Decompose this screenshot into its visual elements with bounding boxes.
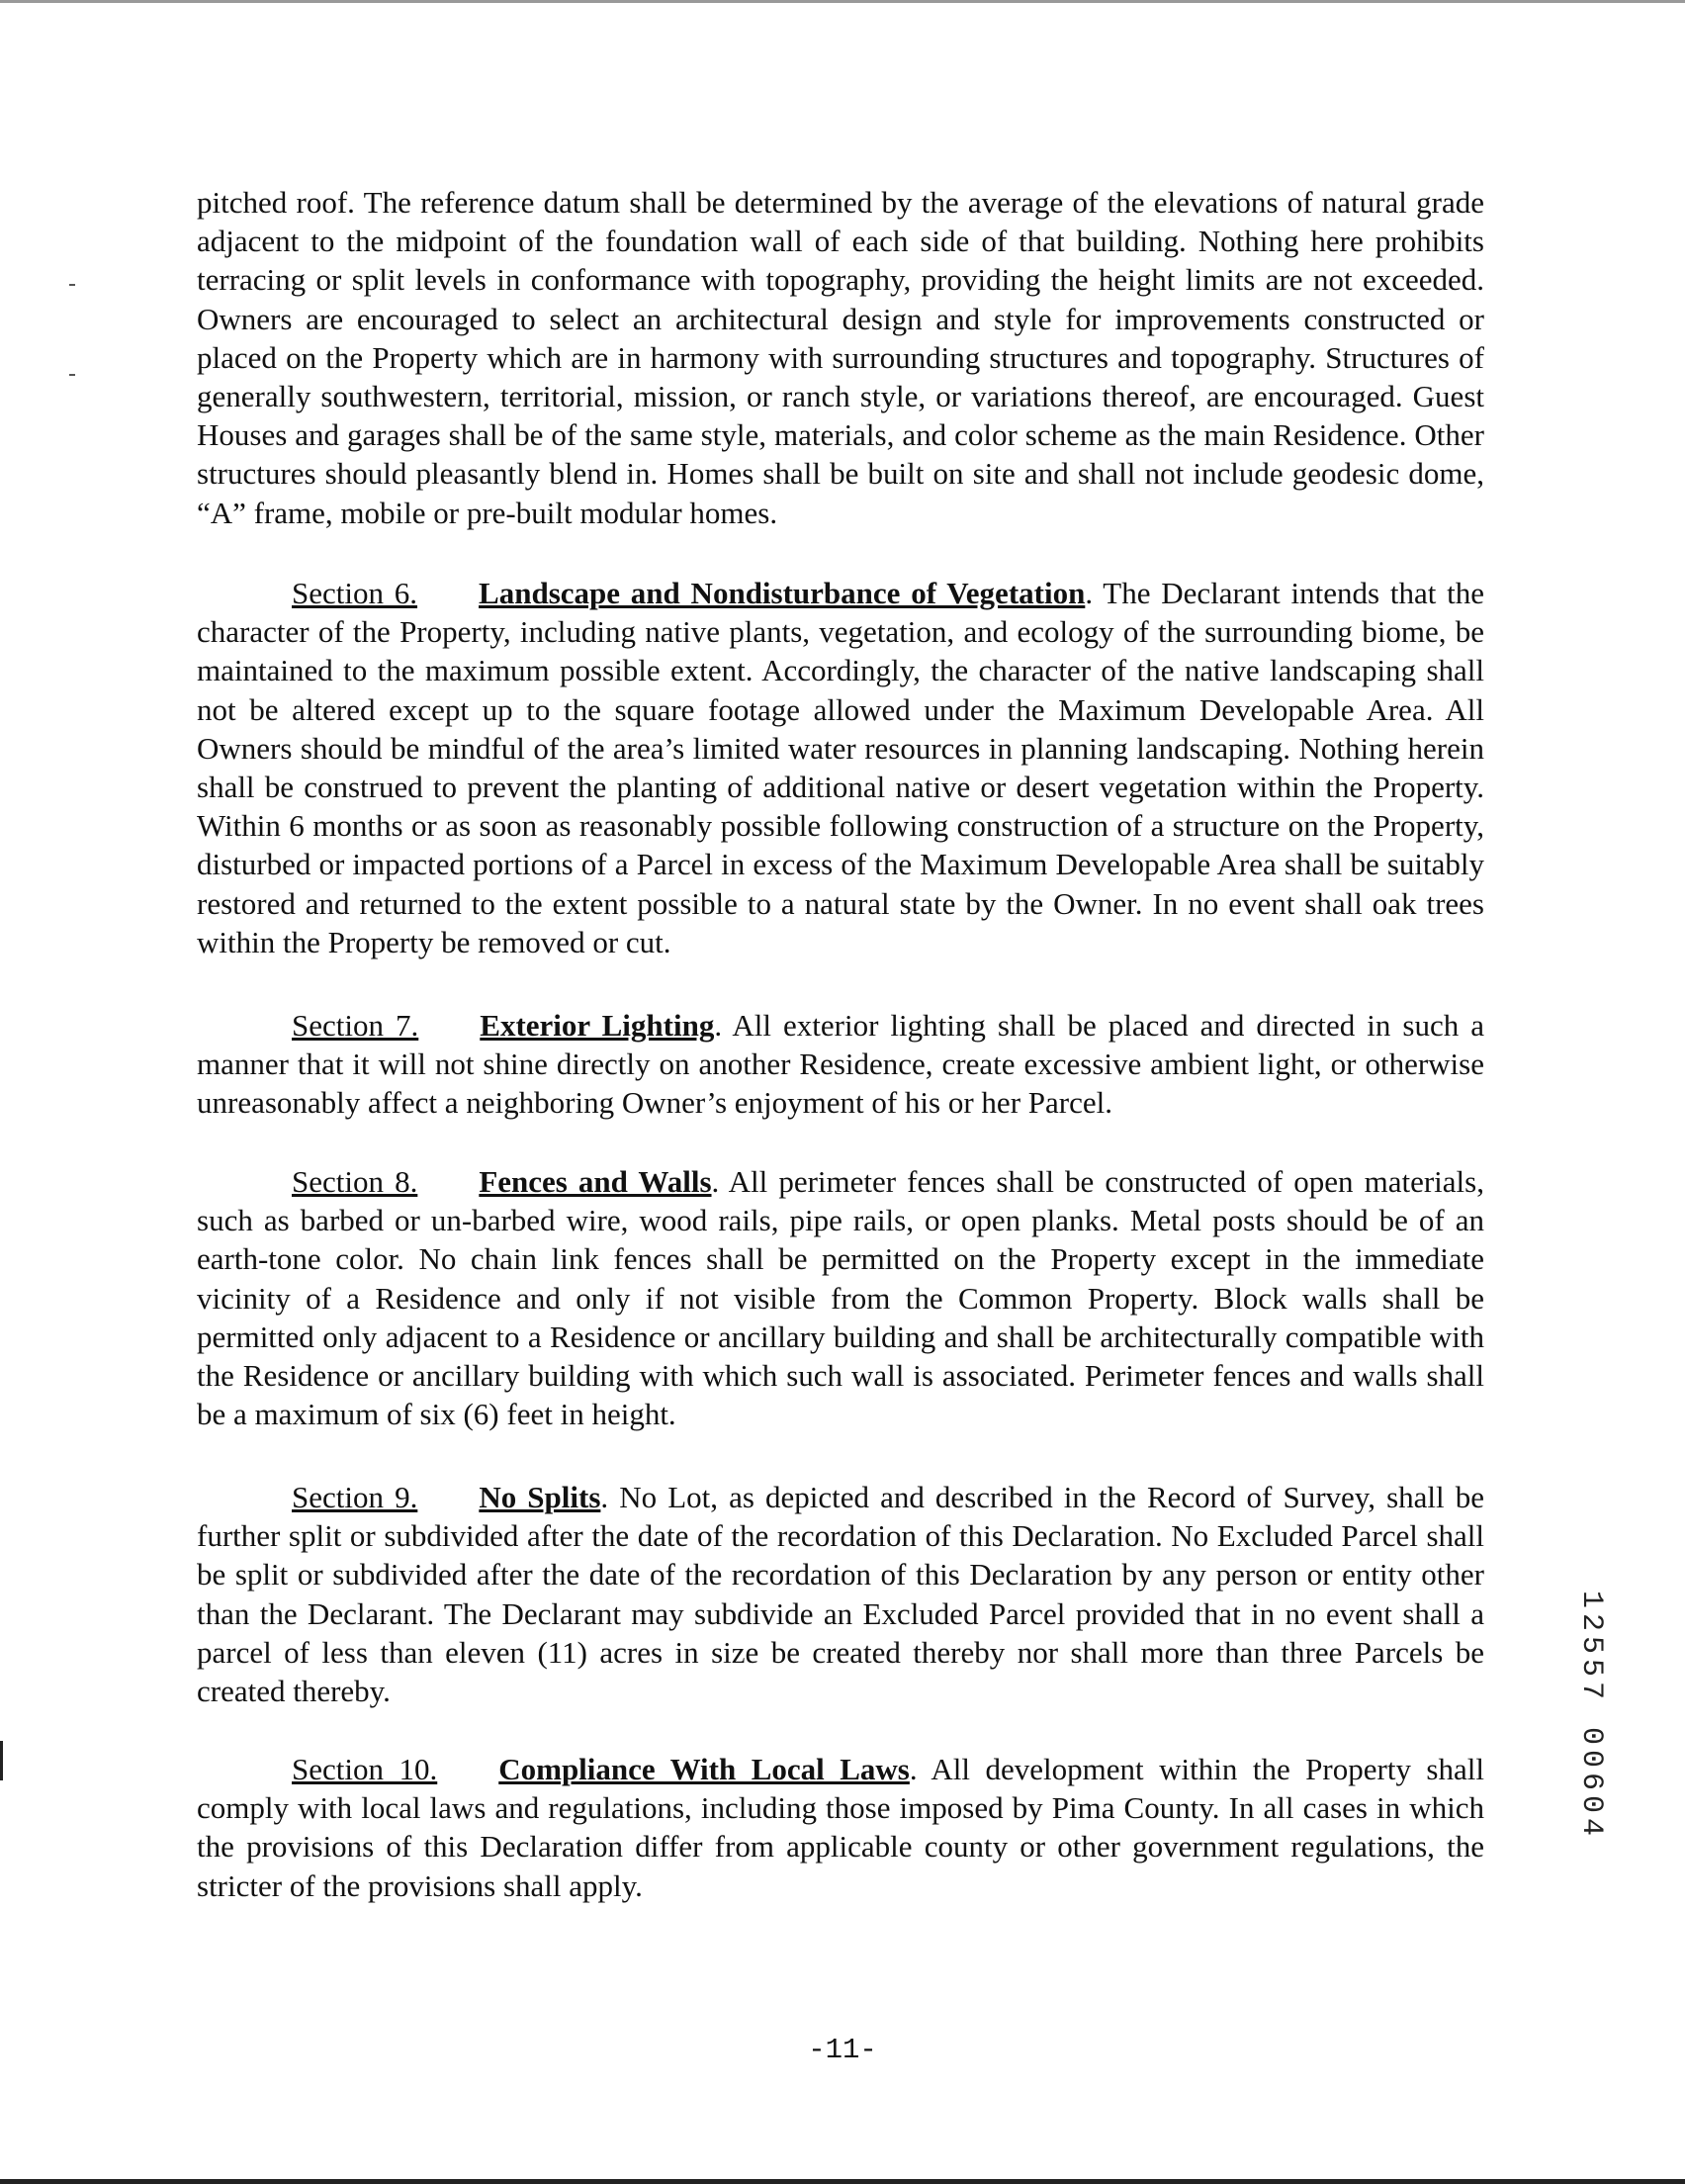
- section-9: [197, 1478, 1484, 1710]
- section-label: Section 10.: [292, 1752, 438, 1786]
- section-title: Fences and Walls: [479, 1164, 712, 1199]
- section-title: No Splits: [479, 1480, 601, 1514]
- section-title: Landscape and Nondisturbance of Vegetation: [479, 576, 1086, 610]
- scan-mark: [69, 284, 75, 286]
- section-text: . All exterior lighting shall be placed and directed in such a manner that it will not shine directly on another Residence, create excessive ambient light, or otherwise unreasonably affect a neighboring Owner’s enjoyment of his or her Parcel.: [197, 1008, 1484, 1121]
- section-6: [197, 574, 1484, 961]
- section-10: [197, 1750, 1484, 1905]
- section-text: . The Declarant intends that the character of the Property, including native plants, vegetation, and ecology of the surrounding biome, be maintained to the maximum possible extent. Accordingly, the character of the native landscaping shall not be altered except up to the square footage allowed under the Maximum Developable Area. All Owners should be mindful of the area’s limited water resources in planning landscaping. Nothing herein shall be construed to prevent the planting of additional native or desert vegetation within the Property. Within 6 months or as soon as reasonably possible following construction of a structure on the Property, disturbed or impacted portions of a Parcel in excess of the Maximum Developable Area shall be suitably restored and returned to the extent possible to a natural state by the Owner. In no event shall oak trees within the Property be removed or cut.: [197, 576, 1485, 959]
- scan-edge-bottom: [0, 2179, 1685, 2184]
- section-text: . No Lot, as depicted and described in the Record of Survey, shall be further split or subdivided after the date of the recordation of this Declaration. No Excluded Parcel shall be split or subdivided after the date of the recordation of this Declaration by any person or entity other than the Declarant. The Declarant may subdivide an Excluded Parcel provided that in no event shall a parcel of less than eleven (11) acres in size be created thereby nor shall more than three Parcels be created thereby.: [197, 1480, 1484, 1709]
- section-label: Section 6.: [292, 576, 418, 610]
- scan-edge-top: [0, 0, 1685, 3]
- section-text: . All development within the Property shall comply with local laws and regulations, including those imposed by Pima County. In all cases in which the provisions of this Declaration differ from applicable county or other government regulations, the stricter of the provisions shall apply.: [197, 1752, 1484, 1903]
- docket-number: 12557 00604: [1574, 1591, 1608, 1842]
- page-number: -11-: [808, 2034, 877, 2066]
- section-7: [197, 1006, 1484, 1123]
- section-label: Section 7.: [292, 1008, 419, 1043]
- section-label: Section 9.: [292, 1480, 418, 1514]
- section-label: Section 8.: [292, 1164, 418, 1199]
- section-8: [197, 1162, 1484, 1433]
- opening-paragraph: pitched roof. The reference datum shall be determined by the average of the elevations of natural grade adjacent to the midpoint of the foundation wall of each side of that building. Nothing here prohibits terracing or split levels in conformance with topography, providing the height limits are not exceeded. Owners are encouraged to select an architectural design and style for improvements constructed or placed on the Property which are in harmony with surrounding structures and topography. Structures of generally southwestern, territorial, mission, or ranch style, or variations thereof, are encouraged. Guest Houses and garages shall be of the same style, materials, and color scheme as the main Residence. Other structures should pleasantly blend in. Homes shall be built on site and shall not include geodesic dome, “A” frame, mobile or pre-built modular homes.: [197, 185, 1484, 530]
- section-title: Exterior Lighting: [480, 1008, 715, 1043]
- scan-mark: [69, 374, 75, 376]
- section-text: . All perimeter fences shall be constructed of open materials, such as barbed or un-barbed wire, wood rails, pipe rails, or open planks. Metal posts should be of an earth-tone color. No chain link fences shall be permitted on the Property except in the immediate vicinity of a Residence and only if not visible from the Common Property. Block walls shall be permitted only adjacent to a Residence or ancillary building and shall be architecturally compatible with the Residence or ancillary building with which such wall is associated. Perimeter fences and walls shall be a maximum of six (6) feet in height.: [197, 1164, 1484, 1432]
- section-title: Compliance With Local Laws: [498, 1752, 910, 1786]
- scan-mark: [0, 1741, 3, 1780]
